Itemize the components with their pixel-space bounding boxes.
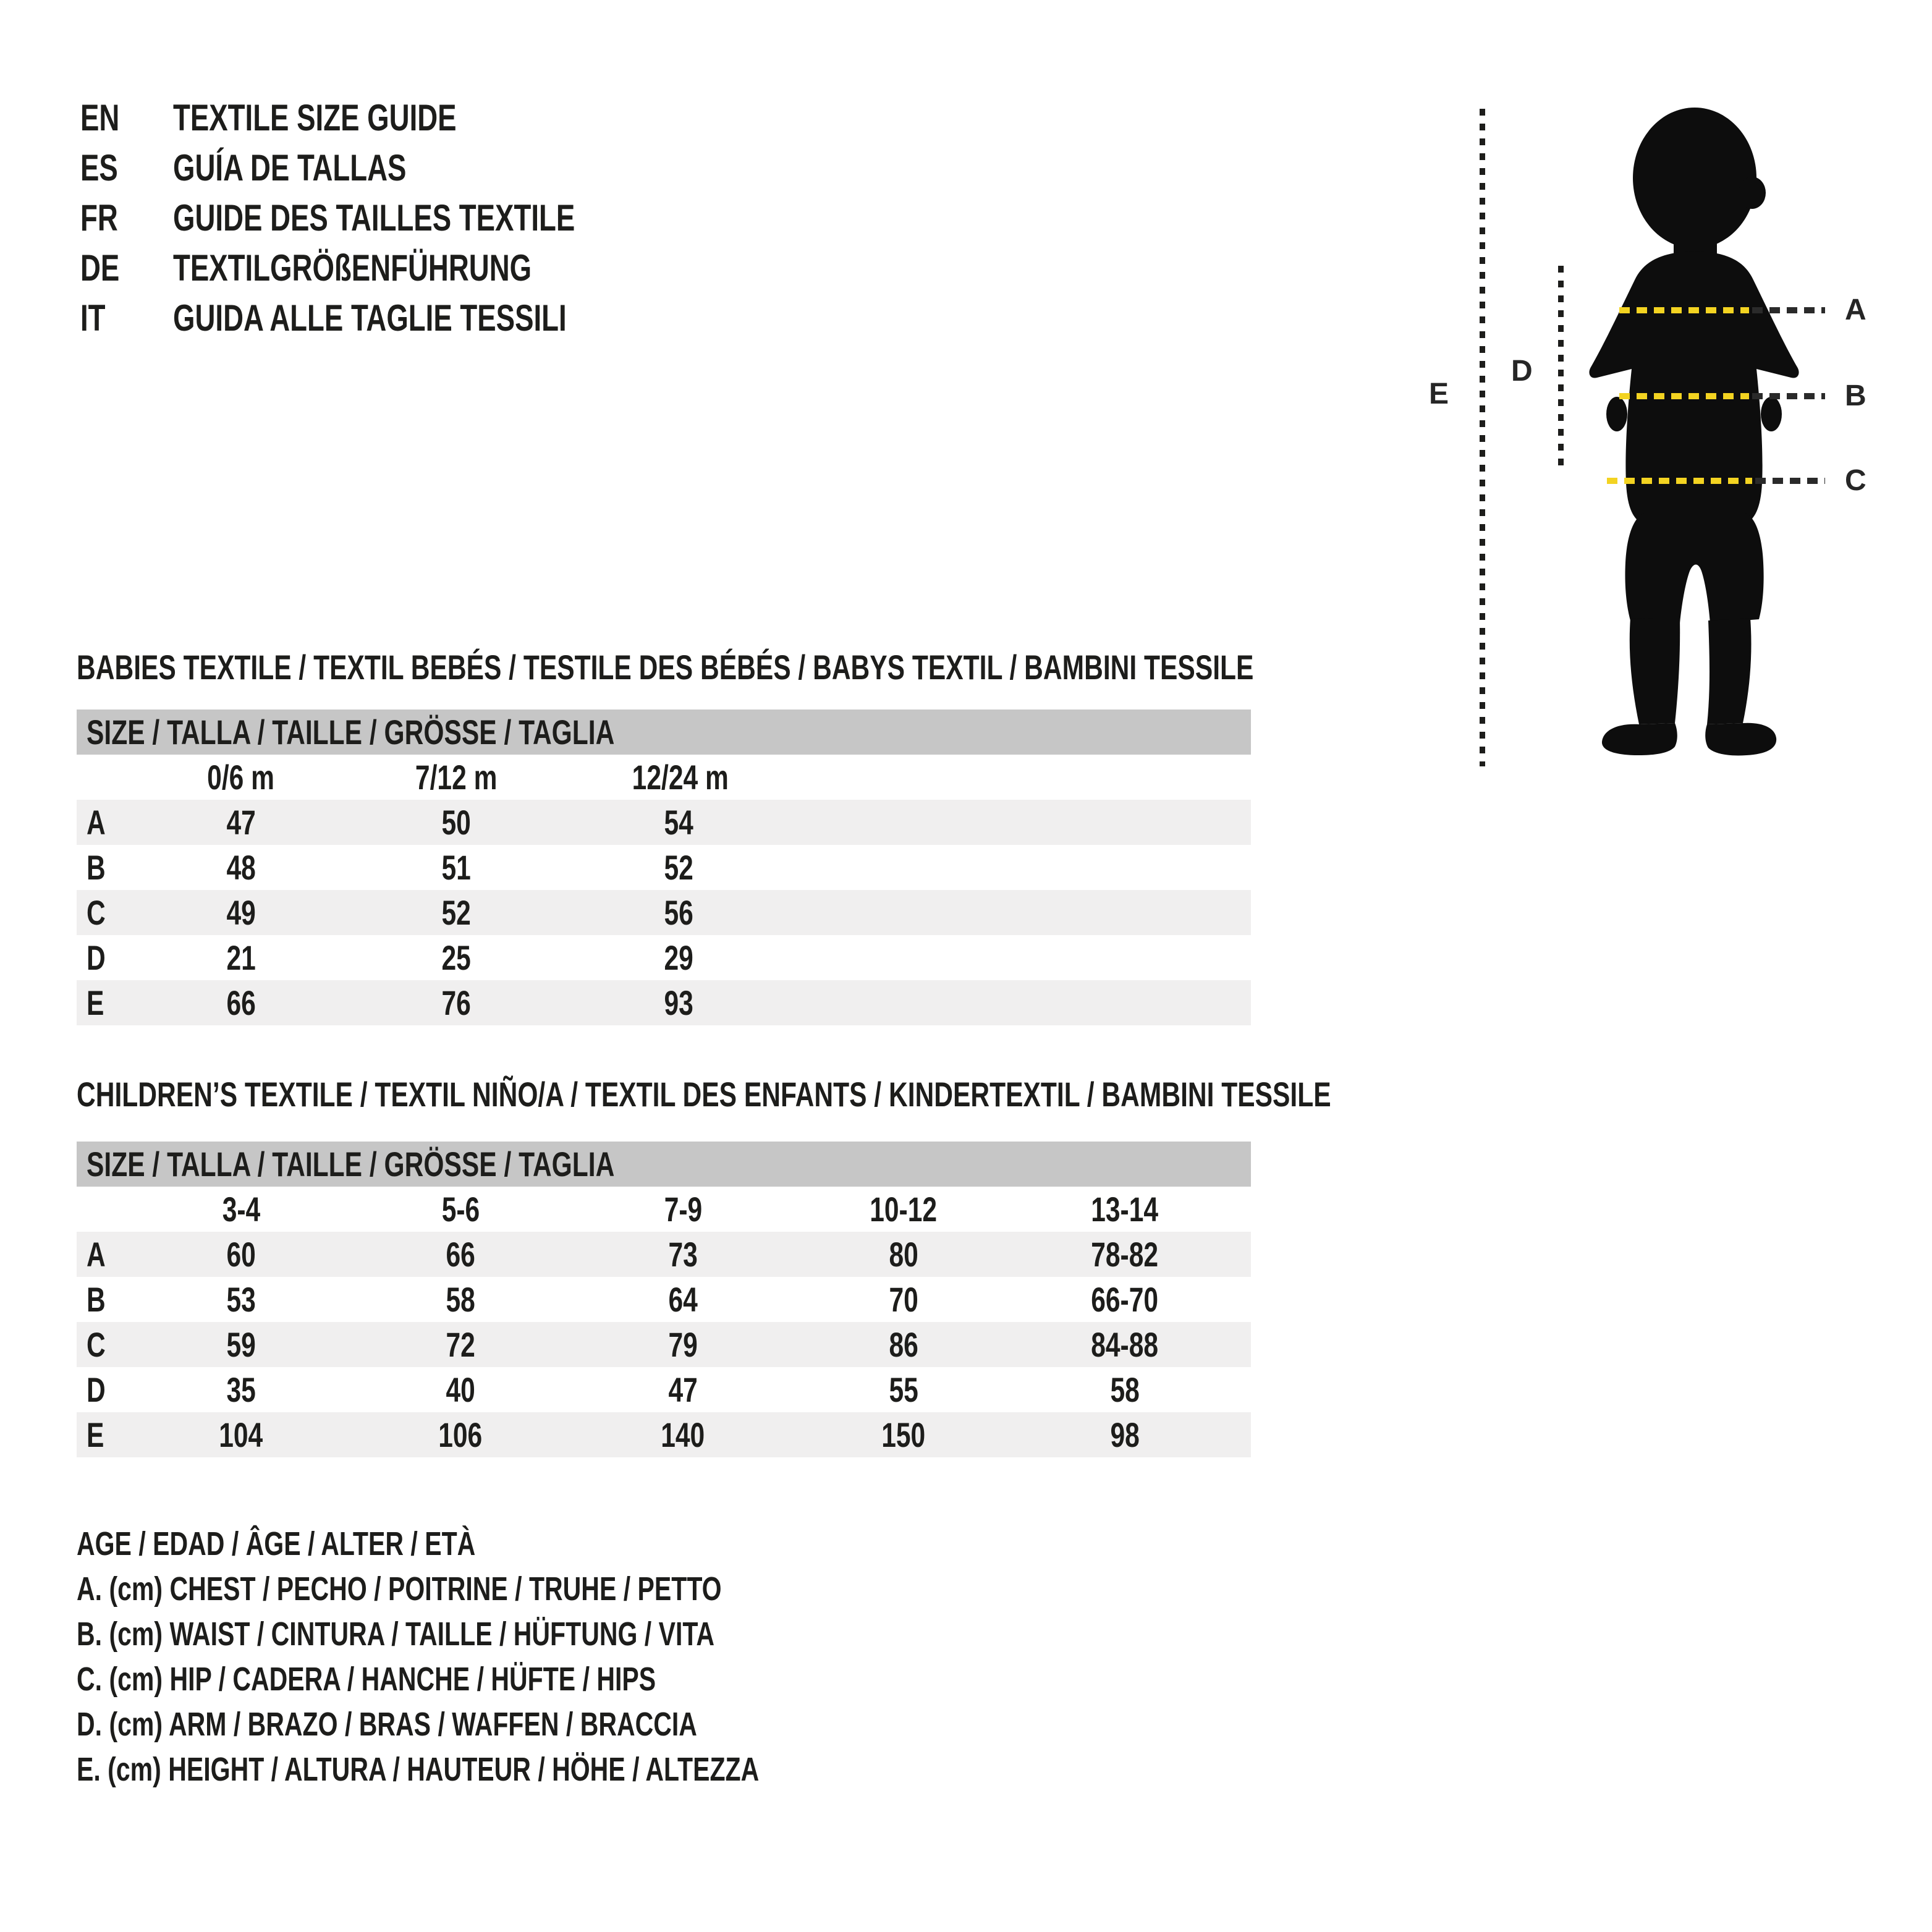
table-cell: 53 xyxy=(226,1280,256,1319)
column-header-row xyxy=(77,1187,1251,1232)
language-code: EN xyxy=(80,97,120,138)
table-cell: 51 xyxy=(441,848,471,887)
table-row xyxy=(77,980,1251,1025)
row-label: B xyxy=(87,848,106,887)
table-cell: 25 xyxy=(441,938,471,977)
table-cell: 35 xyxy=(226,1370,256,1409)
table-cell: 48 xyxy=(226,848,256,887)
row-label: A xyxy=(87,803,106,842)
row-label: E xyxy=(87,1415,104,1454)
table-cell: 140 xyxy=(661,1415,705,1454)
guide-title: GUÍA DE TALLAS xyxy=(173,147,407,189)
table-cell: 73 xyxy=(668,1235,698,1274)
table-cell: 40 xyxy=(446,1370,475,1409)
table-row xyxy=(77,890,1251,935)
table-cell: 150 xyxy=(881,1415,926,1454)
table-row xyxy=(77,800,1251,845)
column-header-row xyxy=(77,755,1251,800)
guide-title: TEXTILGRÖßENFÜHRUNG xyxy=(173,247,532,289)
language-code: IT xyxy=(80,297,106,339)
table-cell: 56 xyxy=(664,893,693,932)
figure-label-b: B xyxy=(1845,379,1866,412)
table-row xyxy=(77,1232,1251,1277)
column-header: 10-12 xyxy=(870,1190,938,1229)
table-cell: 76 xyxy=(441,983,471,1022)
table-cell: 54 xyxy=(664,803,693,842)
column-header: 7/12 m xyxy=(415,758,498,797)
column-header: 0/6 m xyxy=(207,758,275,797)
table-cell: 93 xyxy=(664,983,693,1022)
table-cell: 55 xyxy=(889,1370,918,1409)
figure-label-c: C xyxy=(1845,464,1866,497)
table-row xyxy=(77,1367,1251,1412)
arm-measure-line-d xyxy=(1558,266,1564,471)
table-row xyxy=(77,1277,1251,1322)
chest-line-extension xyxy=(1752,307,1825,313)
row-label: B xyxy=(87,1280,106,1319)
legend-line-waist: B. (cm) WAIST / CINTURA / TAILLE / HÜFTUNG / VITA xyxy=(77,1616,715,1653)
hip-line-extension xyxy=(1755,478,1825,484)
table-row xyxy=(77,935,1251,980)
table-header-bar: SIZE / TALLA / TAILLE / GRÖSSE / TAGLIA xyxy=(77,710,1251,755)
guide-title: GUIDA ALLE TAGLIE TESSILI xyxy=(173,297,567,339)
table-cell: 47 xyxy=(668,1370,698,1409)
row-label: D xyxy=(87,1370,106,1409)
table-cell: 78-82 xyxy=(1091,1235,1159,1274)
children-section-heading: CHILDREN’S TEXTILE / TEXTIL NIÑO/A / TEXTIL DES ENFANTS / KINDERTEXTIL / BAMBINI TESSILE xyxy=(77,1075,1331,1114)
babies-size-table xyxy=(77,710,1251,1025)
table-cell: 50 xyxy=(441,803,471,842)
row-label: C xyxy=(87,893,106,932)
table-cell: 98 xyxy=(1110,1415,1140,1454)
table-header-bar: SIZE / TALLA / TAILLE / GRÖSSE / TAGLIA xyxy=(77,1142,1251,1187)
table-cell: 49 xyxy=(226,893,256,932)
waist-line-extension xyxy=(1752,393,1825,399)
table-cell: 58 xyxy=(446,1280,475,1319)
table-cell: 52 xyxy=(441,893,471,932)
legend-line-height: E. (cm) HEIGHT / ALTURA / HAUTEUR / HÖHE / ALTEZZA xyxy=(77,1751,760,1788)
legend-line-age: AGE / EDAD / ÂGE / ALTER / ETÀ xyxy=(77,1525,476,1562)
row-label: C xyxy=(87,1325,106,1364)
table-cell: 64 xyxy=(668,1280,698,1319)
legend-line-arm: D. (cm) ARM / BRAZO / BRAS / WAFFEN / BRACCIA xyxy=(77,1706,697,1743)
figure-label-a: A xyxy=(1845,294,1866,326)
column-header: 3-4 xyxy=(222,1190,260,1229)
babies-section-heading: BABIES TEXTILE / TEXTIL BEBÉS / TESTILE DES BÉBÉS / BABYS TEXTIL / BAMBINI TESSILE xyxy=(77,648,1254,687)
legend-line-hip: C. (cm) HIP / CADERA / HANCHE / HÜFTE / HIPS xyxy=(77,1661,656,1698)
row-label: D xyxy=(87,938,106,977)
children-size-table xyxy=(77,1142,1251,1457)
table-cell: 29 xyxy=(664,938,693,977)
waist-line-accent xyxy=(1619,393,1749,399)
table-row xyxy=(77,1412,1251,1457)
chest-line-accent xyxy=(1619,307,1749,313)
guide-title: TEXTILE SIZE GUIDE xyxy=(173,97,457,138)
table-cell: 66 xyxy=(446,1235,475,1274)
legend-line-chest: A. (cm) CHEST / PECHO / POITRINE / TRUHE / PETTO xyxy=(77,1570,722,1608)
table-cell: 79 xyxy=(668,1325,698,1364)
figure-label-e: E xyxy=(1429,378,1449,410)
table-cell: 80 xyxy=(889,1235,918,1274)
table-cell: 66 xyxy=(226,983,256,1022)
column-header: 13-14 xyxy=(1091,1190,1159,1229)
table-cell: 21 xyxy=(226,938,256,977)
row-label: A xyxy=(87,1235,106,1274)
hip-line-accent xyxy=(1607,478,1752,484)
table-cell: 47 xyxy=(226,803,256,842)
table-cell: 86 xyxy=(889,1325,918,1364)
table-cell: 52 xyxy=(664,848,693,887)
language-code: ES xyxy=(80,147,118,189)
language-code: FR xyxy=(80,197,118,239)
figure-label-d: D xyxy=(1511,355,1533,388)
table-cell: 66-70 xyxy=(1091,1280,1159,1319)
table-cell: 59 xyxy=(226,1325,256,1364)
table-cell: 84-88 xyxy=(1091,1325,1159,1364)
table-cell: 70 xyxy=(889,1280,918,1319)
row-label: E xyxy=(87,983,104,1022)
table-cell: 60 xyxy=(226,1235,256,1274)
column-header: 12/24 m xyxy=(632,758,729,797)
table-row xyxy=(77,1322,1251,1367)
column-header: 7-9 xyxy=(664,1190,702,1229)
table-cell: 104 xyxy=(219,1415,263,1454)
table-cell: 58 xyxy=(1110,1370,1140,1409)
table-cell: 106 xyxy=(438,1415,483,1454)
table-row xyxy=(77,845,1251,890)
table-cell: 72 xyxy=(446,1325,475,1364)
guide-title: GUIDE DES TAILLES TEXTILE xyxy=(173,197,575,239)
language-code: DE xyxy=(80,247,120,289)
column-header: 5-6 xyxy=(441,1190,480,1229)
